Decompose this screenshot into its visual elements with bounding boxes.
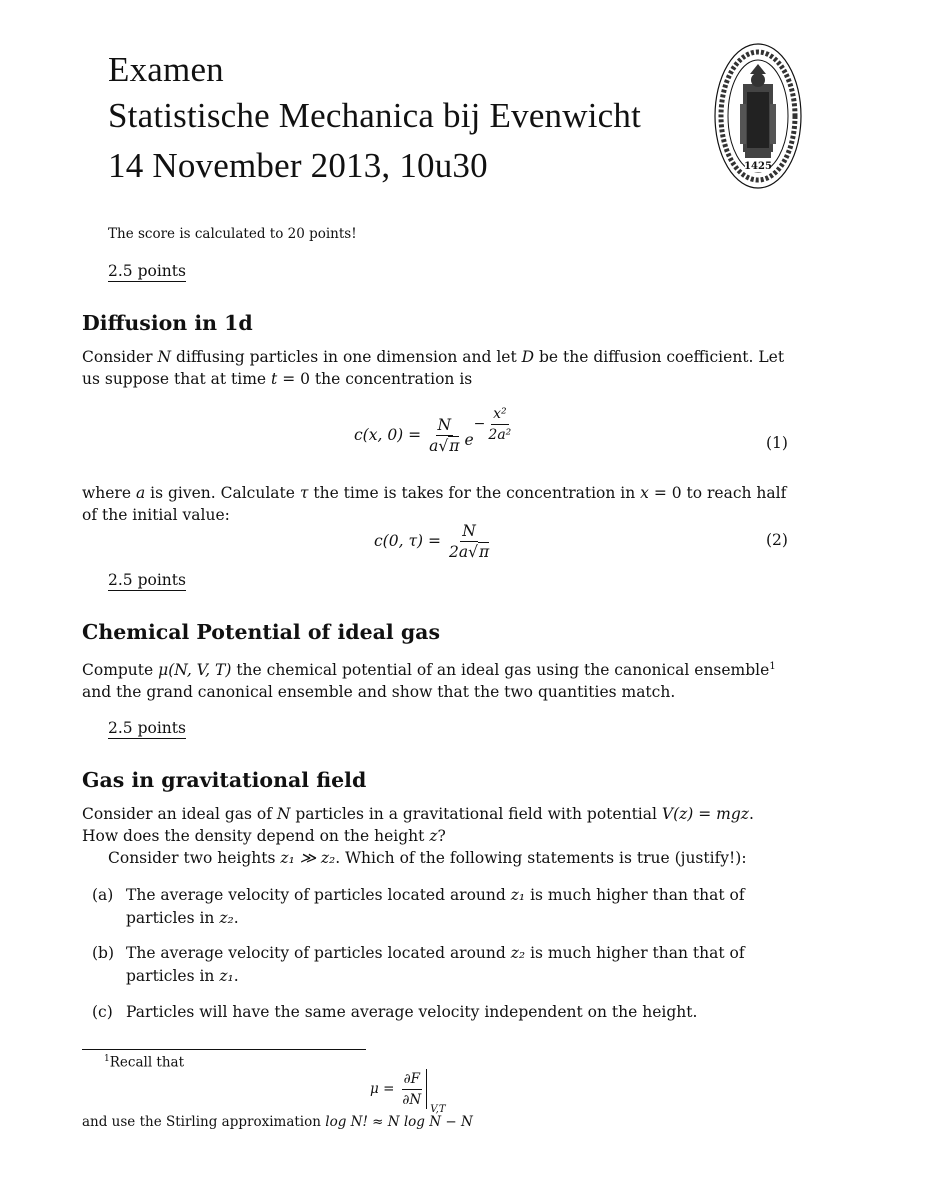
section-1-paragraph-2: where a is given. Calculate τ the time is takes for the concentration in x = 0 to reach half of the initial value: [82, 484, 787, 524]
university-seal [712, 40, 804, 192]
seal-year: 1425 [744, 161, 772, 172]
exam-date: 14 November 2013, 10u30 [108, 146, 488, 185]
footnote-equation: μ = $\frac{\partial F}{\partial N}$ V,T [370, 1070, 446, 1115]
list-item: (b) The average velocity of particles located around z₂ is much higher than that of particles in z₁. [92, 944, 745, 985]
section-3-points: 2.5 points [108, 719, 186, 737]
score-note: The score is calculated to 20 points! [108, 226, 357, 242]
exam-title: Examen [108, 50, 224, 89]
footnote-ref: 1 [769, 661, 776, 672]
section-2-points: 2.5 points [108, 571, 186, 589]
footnote-text: $^1$Recall that [104, 1054, 185, 1071]
section-2-paragraph: Compute μ(N, V, T) the chemical potential of an ideal gas using the canonical ensemble$^1$ and the grand canonical ensemble and show that the two quantities match. [82, 661, 776, 702]
course-title: Statistische Mechanica bij Evenwicht [108, 96, 642, 135]
equation-1-number: (1) [766, 434, 788, 452]
section-2-heading: Chemical Potential of ideal gas [82, 620, 441, 644]
equation-2: c(0, τ) = $\frac{N}{2a√\pi}$ [374, 521, 490, 561]
section-3-paragraph-1: Consider an ideal gas of N particles in a gravitational field with potential V(z) = mgz. How does the density depend on the height z? [82, 805, 754, 845]
section-3-paragraph-2: Consider two heights z₁ ≫ z₂. Which of the following statements is true (justify!): [108, 849, 747, 867]
section-1-points: 2.5 points [108, 262, 186, 280]
section-3-heading: Gas in gravitational field [82, 768, 367, 792]
equation-1: c(x, 0) = $\frac{N}{a√\pi}$ e − $\frac{\text{x²}}{\text{2a²}}$ [354, 405, 512, 455]
list-item: (c) Particles will have the same average velocity independent on the height. [92, 1003, 698, 1021]
footnote-rule [82, 1049, 366, 1050]
list-item: (a) The average velocity of particles located around z₁ is much higher than that of particles in z₂. [92, 886, 745, 927]
section-1-heading: Diffusion in 1d [82, 311, 253, 335]
section-1-paragraph-1: Consider N diffusing particles in one dimension and let D be the diffusion coefficient. Let us suppose that at time t = 0 the concentration is [82, 348, 785, 388]
footnote-stirling: and use the Stirling approximation log N! ≈ N log N − N [82, 1114, 473, 1130]
equation-2-number: (2) [766, 531, 788, 549]
